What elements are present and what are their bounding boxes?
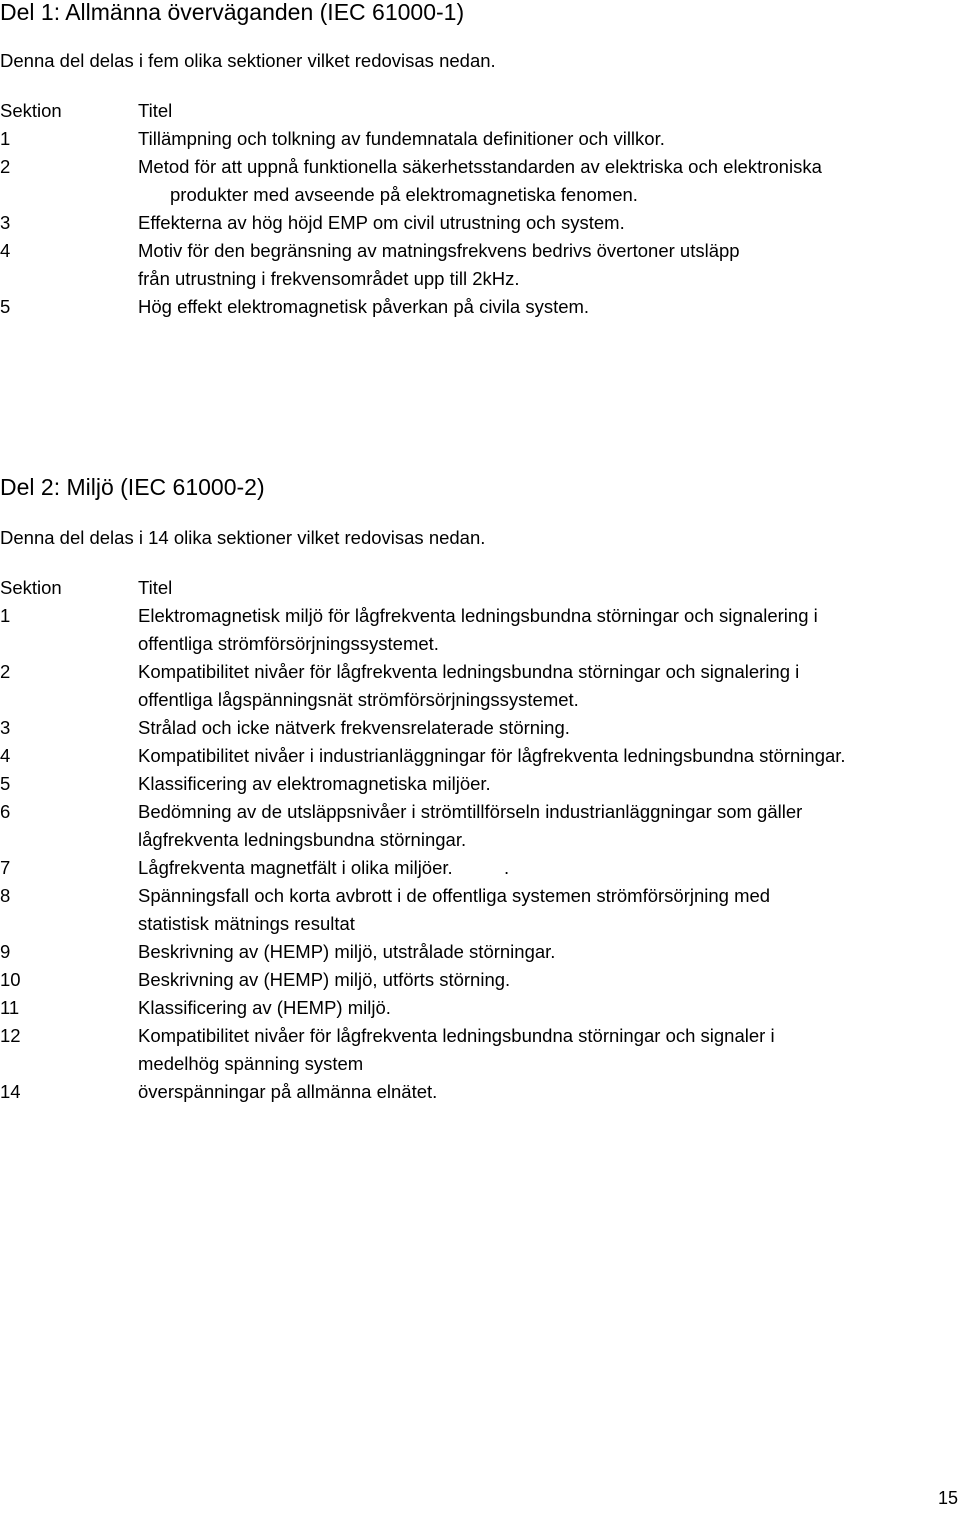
part2-row <box>0 770 960 798</box>
part2-col-section: Sektion <box>0 577 62 598</box>
part2-intro: Denna del delas i 14 olika sektioner vilket redovisas nedan. <box>0 527 486 548</box>
part2-row-title: Klassificering av elektromagnetiska miljöer. <box>138 773 491 794</box>
part2-row-number: 10 <box>0 969 21 990</box>
part1-row <box>0 125 960 153</box>
part2-row-title: Strålad och icke nätverk frekvensrelaterade störning. <box>138 717 570 738</box>
part1-row-number: 2 <box>0 156 11 177</box>
part1-row <box>0 209 960 237</box>
part1-intro: Denna del delas i fem olika sektioner vilket redovisas nedan. <box>0 50 496 71</box>
part2-row <box>0 966 960 994</box>
part2-row-title: Kompatibilitet nivåer i industrianläggningar för lågfrekventa ledningsbundna störningar. <box>138 745 846 766</box>
part2-row-number: 1 <box>0 605 11 626</box>
part1-row-title: Motiv för den begränsning av matningsfrekvens bedrivs övertoner utsläpp <box>138 240 740 261</box>
part1-section-list <box>0 97 960 321</box>
part2-row-number: 3 <box>0 717 11 738</box>
part1-row <box>0 237 960 293</box>
part2-row-title-continued: statistisk mätnings resultat <box>138 913 355 934</box>
part1-col-section: Sektion <box>0 100 62 121</box>
part2-row-title: Beskrivning av (HEMP) miljö, utförts störning. <box>138 969 511 990</box>
part2-row-number: 5 <box>0 773 11 794</box>
part1-row-number: 3 <box>0 212 11 233</box>
part2-row-number: 7 <box>0 857 11 878</box>
part2-row-title-continued: offentliga lågspänningsnät strömförsörjningssystemet. <box>138 689 579 710</box>
part2-row <box>0 742 960 770</box>
part2-row <box>0 658 960 714</box>
part2-row <box>0 602 960 658</box>
part1-row-number: 4 <box>0 240 11 261</box>
part2-row-title: Spänningsfall och korta avbrott i de offentliga systemen strömförsörjning med <box>138 885 771 906</box>
part2-row-number: 11 <box>0 997 20 1018</box>
part2-row-number: 2 <box>0 661 11 682</box>
part2-row-number: 12 <box>0 1025 21 1046</box>
part2-row-title: Kompatibilitet nivåer för lågfrekventa ledningsbundna störningar och signaler i <box>138 1025 775 1046</box>
part2-header-row <box>0 574 960 602</box>
part2-row-number: 14 <box>0 1081 21 1102</box>
part2-row <box>0 1022 960 1078</box>
part2-row-title-continued: medelhög spänning system <box>138 1053 364 1074</box>
page-number: 15 <box>937 1488 958 1508</box>
part1-row-title: Effekterna av hög höjd EMP om civil utrustning och system. <box>138 212 625 233</box>
part2-row <box>0 994 960 1022</box>
part2-row-title: Klassificering av (HEMP) miljö. <box>138 997 391 1018</box>
part2-section-list <box>0 574 960 1106</box>
part1-row-number: 5 <box>0 296 11 317</box>
part1-col-title: Titel <box>138 100 173 121</box>
part1-row-title-continued: från utrustning i frekvensområdet upp till 2kHz. <box>138 268 520 289</box>
part2-row-title-continued: offentliga strömförsörjningssystemet. <box>138 633 439 654</box>
part2-row <box>0 798 960 854</box>
part1-header-row <box>0 97 960 125</box>
part2-row-title: Bedömning av de utsläppsnivåer i strömtillförseln industrianläggningar som gäller <box>138 801 803 822</box>
part1-row-title: Hög effekt elektromagnetisk påverkan på civila system. <box>138 296 590 317</box>
part1-row <box>0 293 960 321</box>
part2-row-title: överspänningar på allmänna elnätet. <box>138 1081 438 1102</box>
part2-row <box>0 882 960 938</box>
part1-row-title: Metod för att uppnå funktionella säkerhetsstandarden av elektriska och elektroniska <box>138 156 822 177</box>
part2-row-title: Elektromagnetisk miljö för lågfrekventa ledningsbundna störningar och signalering i <box>138 605 818 626</box>
part1-heading: Del 1: Allmänna överväganden (IEC 61000-1) <box>0 0 465 25</box>
part2-row-number: 4 <box>0 745 11 766</box>
part2-row-title: Lågfrekventa magnetfält i olika miljöer. . <box>138 857 510 878</box>
part2-col-title: Titel <box>138 577 173 598</box>
part2-row <box>0 854 960 882</box>
part2-row-title-continued: lågfrekventa ledningsbundna störningar. <box>138 829 467 850</box>
part1-row-number: 1 <box>0 128 11 149</box>
part2-row <box>0 714 960 742</box>
part2-row-number: 8 <box>0 885 11 906</box>
part1-row-title-continued: produkter med avseende på elektromagnetiska fenomen. <box>170 184 638 205</box>
part2-heading: Del 2: Miljö (IEC 61000-2) <box>0 474 265 500</box>
part1-row-title: Tillämpning och tolkning av fundemnatala definitioner och villkor. <box>138 128 665 149</box>
part2-row-number: 6 <box>0 801 11 822</box>
part1-row <box>0 153 960 209</box>
part2-row-title: Beskrivning av (HEMP) miljö, utstrålade störningar. <box>138 941 556 962</box>
part2-row <box>0 938 960 966</box>
part2-row <box>0 1078 960 1106</box>
part2-row-title: Kompatibilitet nivåer för lågfrekventa ledningsbundna störningar och signalering i <box>138 661 800 682</box>
part2-row-number: 9 <box>0 941 11 962</box>
